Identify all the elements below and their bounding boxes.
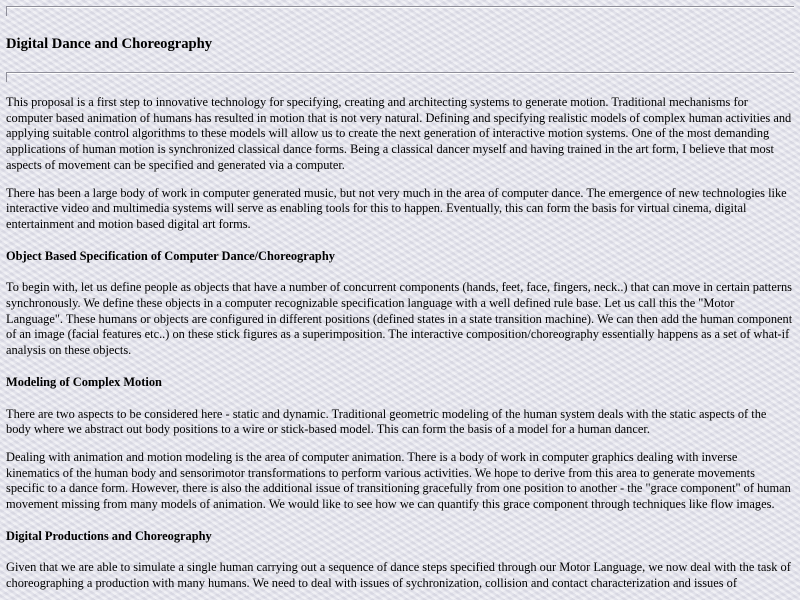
horizontal-rule-top bbox=[6, 6, 794, 8]
computer-dance-paragraph: There has been a large body of work in computer generated music, but not very much in the area of computer dance. The emergence of new technologies like interactive video and multimedia systems will serve as enabling tools for this to happen. Eventually, this can form the basis for virtual cinema, digital entertainment and motion based digital art forms. bbox=[6, 185, 787, 231]
animation-paragraph: Dealing with animation and motion modeling is the area of computer animation. There is a body of work in computer graphics dealing with inverse kinematics of the human body and sensorimotor transformations to perform various activities. We hope to derive from this area to generate movements specific to a dance form. However, there is also the additional issue of transitioning gracefully from one position to another - the "grace component" of human movement missing from many models of animation. We would like to see how we can quantify this grace component through techniques like flow images. bbox=[6, 449, 791, 512]
horizontal-rule-middle bbox=[6, 72, 794, 74]
page-title: Digital Dance and Choreography bbox=[6, 36, 213, 52]
intro-paragraph: This proposal is a first step to innovative technology for specifying, creating and architecting systems to generate motion. Traditional mechanisms for computer based animation of humans has resulted in motion that is not very natural. Defining and specifying realistic models of complex human activities and applying suitable control algorithms to these models will allow us to create the next generation of interactive motion systems. One of the most demanding applications of human motion is synchronized classical dance forms. Being a classical dancer myself and having trained in the art form, I believe that most aspects of movement can be specified and generated via a computer. bbox=[6, 95, 792, 172]
section-heading-object-based: Object Based Specification of Computer Dance/Choreography bbox=[6, 248, 335, 263]
document-page bbox=[0, 6, 800, 592]
section-heading-complex-motion: Modeling of Complex Motion bbox=[6, 374, 162, 389]
static-dynamic-paragraph: There are two aspects to be considered here - static and dynamic. Traditional geometric modeling of the human system deals with the static aspects of the body where we abstract out body positions to a wire or stick-based model. This can form the basis of a model for a human dancer. bbox=[6, 406, 767, 437]
productions-paragraph: Given that we are able to simulate a single human carrying out a sequence of dance steps specified through our Motor Language, we now deal with the task of choreographing a production with many humans. We need to deal with issues of sychronization, collision and contact characterization and issues of bbox=[6, 560, 791, 591]
section-heading-digital-productions: Digital Productions and Choreography bbox=[6, 528, 212, 543]
object-based-paragraph: To begin with, let us define people as objects that have a number of concurrent components (hands, feet, face, fingers, neck..) that can move in certain patterns synchronously. We define these objects in a computer recognizable specification language with a well defined rule base. Let us call this the "Motor Language". These humans or objects are configured in different positions (defined states in a state transition machine). We can then add the human component of an image (facial features etc..) on these stick figures as a superimposition. The interactive composition/choreography essentially happens as a set of what-if analysis on these objects. bbox=[6, 280, 793, 358]
